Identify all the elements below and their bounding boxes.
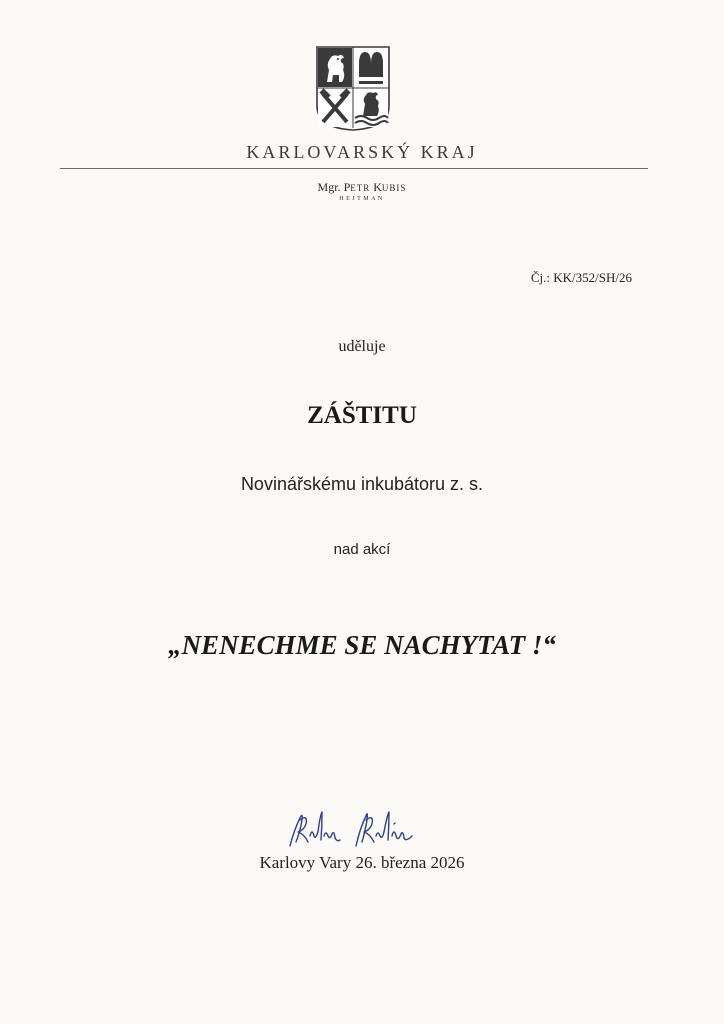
official-first-initial: P [343, 180, 351, 194]
header-divider [60, 168, 648, 169]
over-event-text: nad akcí [333, 541, 391, 558]
official-last-rest: UBIS [381, 183, 407, 193]
document-heading: ZÁŠTITU [307, 402, 417, 429]
region-name: KARLOVARSKÝ KRAJ [246, 142, 478, 162]
place-and-date: Karlovy Vary 26. března 2026 [259, 853, 465, 872]
event-name: „NENECHME SE NACHYTAT !“ [168, 630, 556, 660]
grants-text: uděluje [338, 338, 386, 355]
official-prefix: Mgr. [317, 180, 341, 194]
coat-of-arms-icon [314, 44, 392, 132]
reference-number: Čj.: KK/352/SH/26 [530, 270, 632, 285]
recipient-name: Novinářskému inkubátoru z. s. [240, 474, 484, 494]
official-first-rest: ETR [350, 183, 371, 193]
official-last-initial: K [373, 180, 382, 194]
signature-icon [284, 806, 434, 850]
official-title: HEJTMAN [339, 196, 385, 202]
official-name [0, 180, 724, 195]
